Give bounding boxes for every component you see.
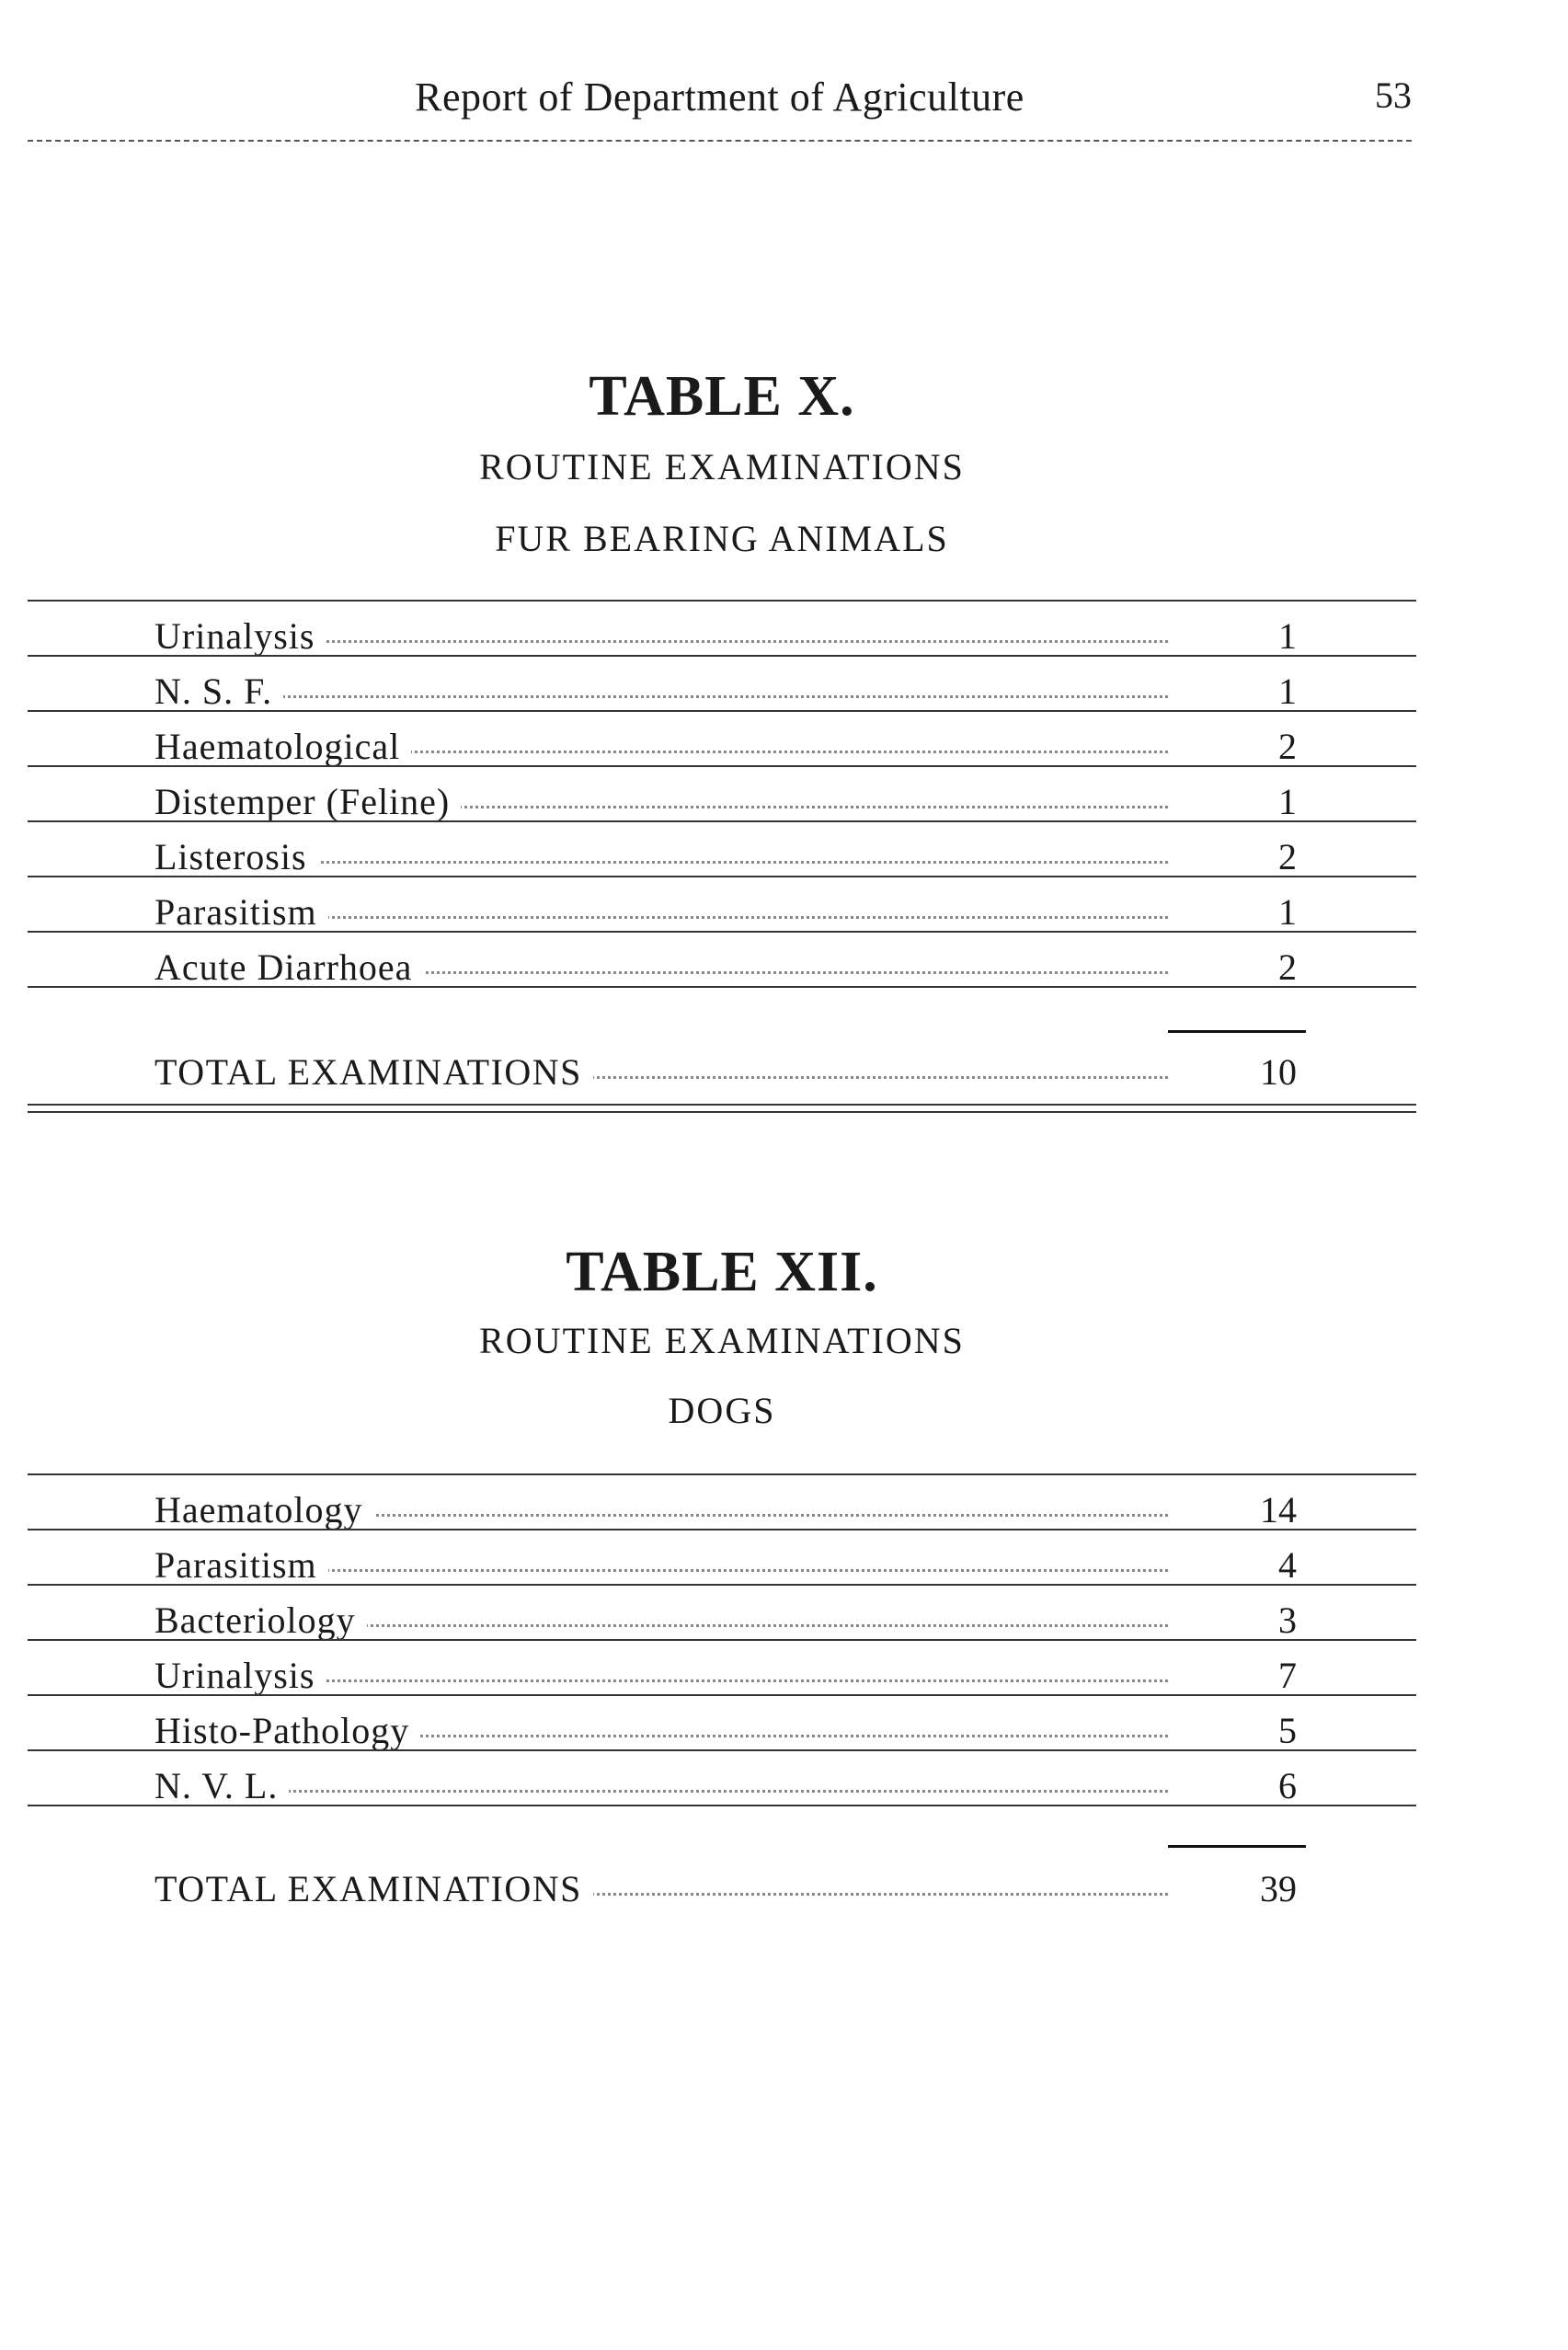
- table-row: [28, 1694, 1416, 1751]
- table-x-subtitle-2: FUR BEARING ANIMALS: [495, 518, 949, 559]
- row-label: Acute Diarrhoea: [155, 946, 423, 989]
- sum-rule: [1168, 1030, 1306, 1033]
- row-label: Parasitism: [155, 890, 328, 934]
- table-xii-title: TABLE XII.: [566, 1241, 878, 1303]
- row-value: 2: [1278, 726, 1297, 767]
- running-title: Report of Department of Agriculture: [415, 75, 1024, 120]
- row-label: Bacteriology: [155, 1599, 367, 1642]
- table-xii-subtitle-2: DOGS: [668, 1390, 776, 1431]
- table-row: [28, 765, 1416, 822]
- table-row: [28, 1529, 1416, 1586]
- table-xii-subtitle-1: ROUTINE EXAMINATIONS: [479, 1320, 965, 1361]
- leader-dots: [166, 1790, 1168, 1793]
- table-row: [28, 1749, 1416, 1806]
- row-label: Listerosis: [155, 835, 318, 878]
- table-row: [28, 655, 1416, 712]
- table-row: [28, 1584, 1416, 1641]
- leader-dots: [579, 1893, 1168, 1896]
- table-x-subtitle-1: ROUTINE EXAMINATIONS: [479, 446, 965, 487]
- table-row: [28, 876, 1416, 933]
- leader-dots: [166, 695, 1168, 698]
- row-label: Urinalysis: [155, 614, 326, 658]
- table-closing-rule: [28, 986, 1416, 988]
- row-value: 2: [1278, 836, 1297, 877]
- row-value: 4: [1278, 1544, 1297, 1586]
- row-label: Haematology: [155, 1488, 374, 1531]
- row-label: N. V. L.: [155, 1764, 289, 1807]
- row-label: Urinalysis: [155, 1654, 326, 1697]
- row-label: N. S. F.: [155, 670, 283, 713]
- total-row: [28, 1037, 1416, 1093]
- row-label: Distemper (Feline): [155, 780, 461, 823]
- total-value: 39: [1260, 1868, 1297, 1909]
- table-row: [28, 1473, 1416, 1530]
- row-value: 1: [1278, 615, 1297, 657]
- row-value: 7: [1278, 1655, 1297, 1696]
- double-rule: [28, 1104, 1416, 1113]
- row-value: 2: [1278, 946, 1297, 988]
- row-label: Histo-Pathology: [155, 1709, 420, 1752]
- row-value: 1: [1278, 781, 1297, 822]
- row-value: 6: [1278, 1765, 1297, 1806]
- total-label: TOTAL EXAMINATIONS: [155, 1867, 593, 1910]
- sum-rule: [1168, 1845, 1306, 1848]
- table-row: [28, 820, 1416, 877]
- row-value: 5: [1278, 1710, 1297, 1751]
- total-label: TOTAL EXAMINATIONS: [155, 1050, 593, 1094]
- row-value: 1: [1278, 671, 1297, 712]
- table-row: [28, 1639, 1416, 1696]
- total-row: [28, 1854, 1416, 1909]
- running-header: [28, 74, 1412, 129]
- row-value: 1: [1278, 891, 1297, 933]
- row-label: Haematological: [155, 725, 411, 768]
- page-number: 53: [1375, 75, 1412, 116]
- leader-dots: [579, 1076, 1168, 1079]
- table-closing-rule: [28, 1805, 1416, 1806]
- row-label: Parasitism: [155, 1543, 328, 1587]
- total-value: 10: [1260, 1051, 1297, 1093]
- table-x-title: TABLE X.: [589, 365, 855, 428]
- table-row: [28, 710, 1416, 767]
- row-value: 3: [1278, 1599, 1297, 1641]
- row-value: 14: [1260, 1489, 1297, 1530]
- header-rule: [28, 140, 1412, 142]
- table-row: [28, 600, 1416, 657]
- table-row: [28, 931, 1416, 988]
